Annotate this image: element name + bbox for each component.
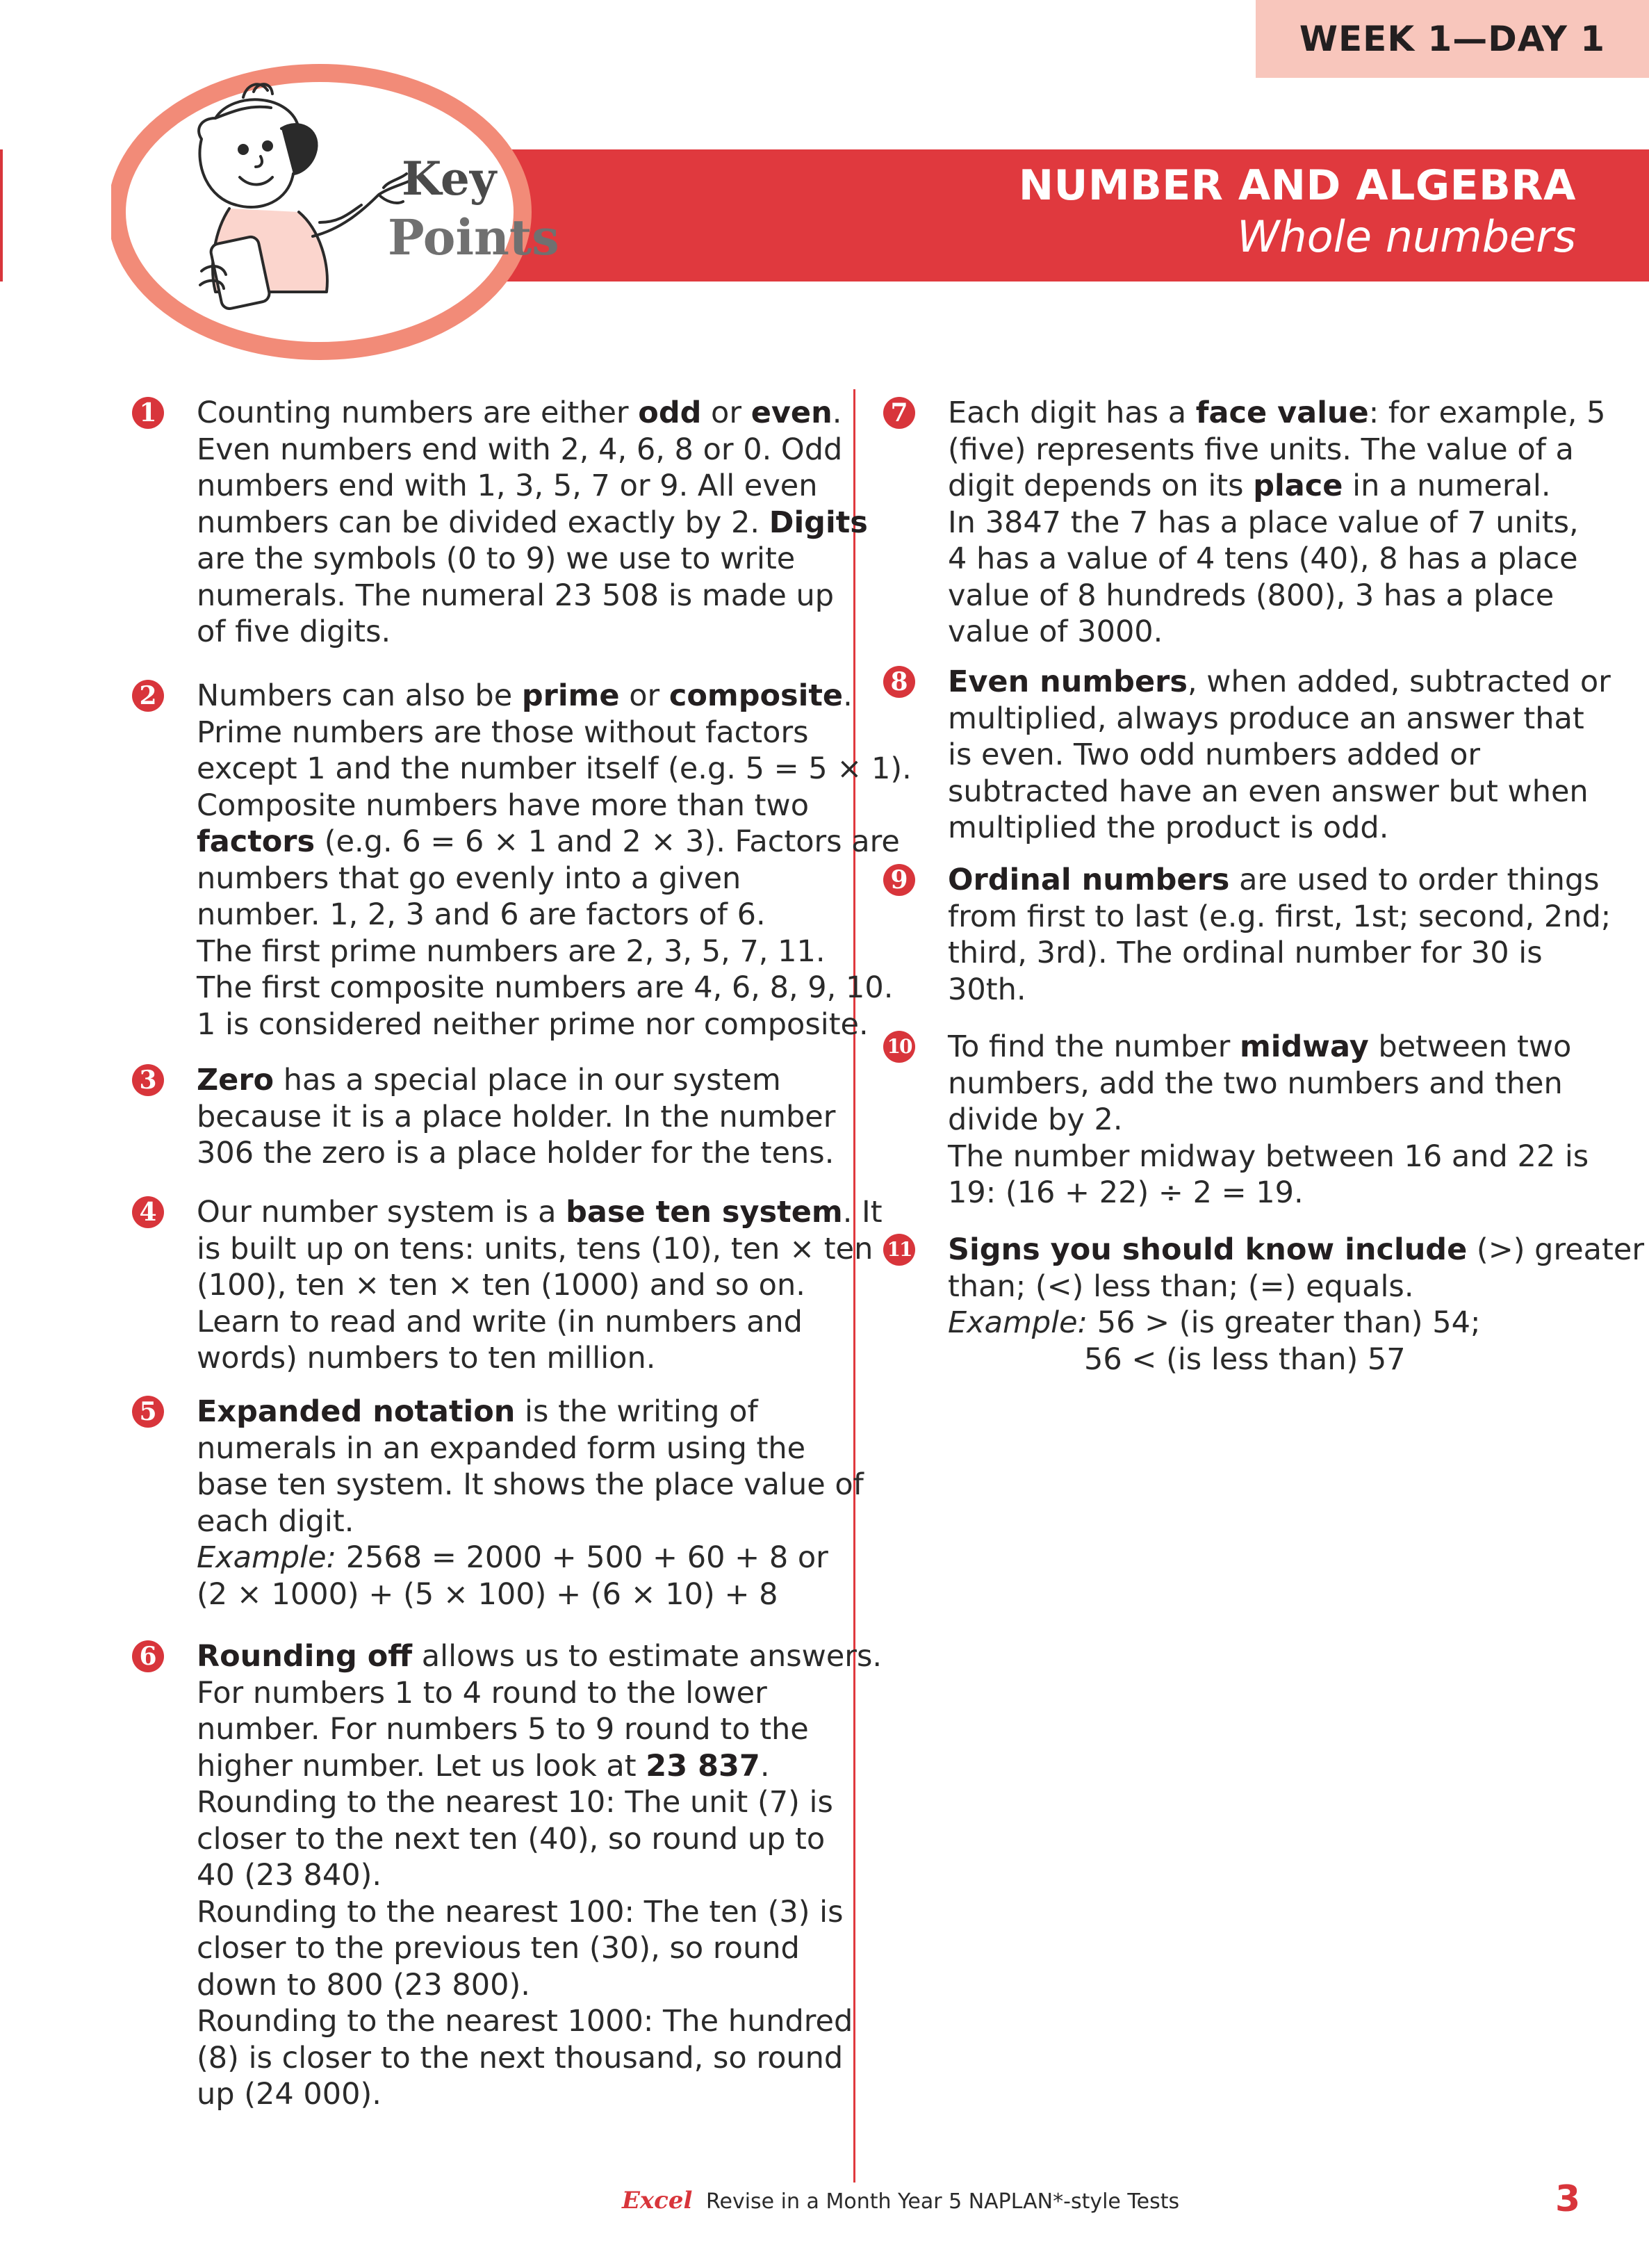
- text-run: Rounding to the nearest 100: The ten (3) is: [197, 1894, 844, 1930]
- key-point-line: [197, 715, 912, 751]
- text-run: For numbers 1 to 4 round to the lower: [197, 1675, 767, 1711]
- point-number-badge: 9: [883, 864, 915, 896]
- point-number-badge: 5: [132, 1396, 164, 1428]
- key-point-line: [948, 972, 1611, 1009]
- key-point-line: [197, 1394, 864, 1430]
- key-point-line: [197, 1675, 882, 1712]
- text-run: Learn to read and write (in numbers and: [197, 1304, 803, 1339]
- key-point-line: [197, 1503, 864, 1540]
- key-point-line: [197, 578, 868, 614]
- key-point-line: [197, 678, 912, 715]
- point-number-badge: 3: [132, 1064, 164, 1096]
- key-point-line: [197, 1784, 882, 1821]
- key-point-9: [948, 862, 1611, 1008]
- key-point-line: [948, 1066, 1589, 1102]
- text-run: . It: [842, 1195, 883, 1230]
- text-run: Digits: [769, 505, 868, 540]
- key-point-line: [197, 1857, 882, 1894]
- key-point-line: [197, 751, 912, 788]
- key-point-line: [197, 1194, 883, 1231]
- key-point-line: [948, 432, 1605, 468]
- text-run: numbers end with 1, 3, 5, 7 or 9. All even: [197, 468, 818, 503]
- text-run: closer to the next ten (40), so round up to: [197, 1821, 826, 1857]
- key-point-line: [948, 578, 1605, 614]
- key-point-line: [197, 1099, 835, 1136]
- text-run: number. 1, 2, 3 and 6 are factors of 6.: [197, 897, 766, 932]
- key-point-6: [197, 1638, 882, 2113]
- key-point-line: [197, 1135, 835, 1172]
- text-run: from first to last (e.g. first, 1st; second, 2nd;: [948, 899, 1611, 934]
- text-run: , when added, subtracted or: [1187, 664, 1611, 699]
- text-run: midway: [1239, 1029, 1369, 1064]
- key-point-line: [948, 1341, 1644, 1378]
- text-run: Zero: [197, 1063, 274, 1098]
- text-run: 2568 = 2000 + 500 + 60 + 8 or: [336, 1540, 828, 1575]
- text-run: down to 800 (23 800).: [197, 1967, 530, 2002]
- point-number-badge: 11: [883, 1234, 915, 1266]
- key-point-4: [197, 1194, 883, 1377]
- section-title: NUMBER AND ALGEBRA: [1018, 161, 1576, 210]
- text-run: Ordinal numbers: [948, 863, 1230, 897]
- key-point-5: [197, 1394, 864, 1613]
- point-number-badge: 1: [132, 397, 164, 429]
- key-point-line: [948, 774, 1611, 810]
- text-run: (8) is closer to the next thousand, so round: [197, 2040, 844, 2075]
- text-run: 56 < (is less than) 57: [1084, 1341, 1406, 1377]
- key-point-line: [197, 1267, 883, 1304]
- key-point-line: [948, 1175, 1589, 1211]
- text-run: than; (<) less than; (=) equals.: [948, 1268, 1414, 1304]
- text-run: 19: (16 + 22) ÷ 2 = 19.: [948, 1175, 1304, 1210]
- point-number-badge: 2: [132, 680, 164, 712]
- text-run: numerals. The numeral 23 508 is made up: [197, 578, 835, 613]
- text-run: value of 3000.: [948, 614, 1163, 649]
- key-point-line: [197, 1304, 883, 1341]
- key-point-line: [948, 862, 1611, 899]
- text-run: value of 8 hundreds (800), 3 has a place: [948, 578, 1554, 613]
- key-point-2: [197, 678, 912, 1043]
- text-run: Each digit has a: [948, 395, 1196, 430]
- text-run: allows us to estimate answers.: [412, 1639, 883, 1674]
- text-run: odd: [638, 395, 702, 430]
- key-point-line: [197, 1006, 912, 1043]
- text-run: Example:: [197, 1540, 337, 1575]
- text-run: is built up on tens: units, tens (10), ten × ten: [197, 1231, 873, 1266]
- text-run: 306 the zero is a place holder for the tens.: [197, 1136, 835, 1170]
- text-run: .: [760, 1748, 770, 1784]
- key-point-line: [197, 860, 912, 897]
- key-point-line: [197, 897, 912, 933]
- text-run: Rounding to the nearest 1000: The hundred: [197, 2004, 853, 2039]
- text-run: in a numeral.: [1343, 468, 1551, 503]
- key-point-line: [197, 1467, 864, 1503]
- key-point-line: [948, 737, 1611, 774]
- footer: [622, 2187, 1179, 2214]
- key-point-line: [948, 1029, 1589, 1066]
- point-number-badge: 8: [883, 666, 915, 698]
- logo-key-text: Key: [402, 152, 497, 206]
- text-run: The number midway between 16 and 22 is: [948, 1139, 1589, 1174]
- key-point-line: [197, 1638, 882, 1675]
- key-point-line: [197, 1540, 864, 1576]
- text-run: The first prime numbers are 2, 3, 5, 7, 11.: [197, 933, 826, 969]
- key-point-7: [948, 395, 1605, 651]
- key-point-line: [948, 1232, 1644, 1268]
- key-point-line: [948, 468, 1605, 505]
- text-run: has a special place in our system: [274, 1063, 781, 1098]
- text-run: closer to the previous ten (30), so round: [197, 1931, 800, 1966]
- key-point-11: [948, 1232, 1644, 1378]
- text-run: Numbers can also be: [197, 678, 522, 713]
- key-point-line: [948, 664, 1611, 701]
- text-run: are used to order things: [1229, 863, 1600, 897]
- text-run: Counting numbers are either: [197, 395, 639, 430]
- text-run: numerals in an expanded form using the: [197, 1430, 806, 1466]
- key-point-line: [948, 1102, 1589, 1139]
- key-point-3: [197, 1062, 835, 1172]
- key-point-line: [197, 1576, 864, 1613]
- text-run: Expanded notation: [197, 1394, 516, 1429]
- text-run: between two: [1368, 1029, 1572, 1064]
- text-run: numbers, add the two numbers and then: [948, 1066, 1563, 1101]
- key-point-line: [197, 1231, 883, 1268]
- text-run: place: [1253, 468, 1343, 503]
- key-point-line: [197, 1711, 882, 1748]
- key-point-line: [197, 1930, 882, 1967]
- text-run: 1 is considered neither prime nor composite.: [197, 1006, 869, 1042]
- text-run: because it is a place holder. In the number: [197, 1099, 836, 1134]
- text-run: Composite numbers have more than two: [197, 788, 809, 823]
- text-run: 56 > (is greater than) 54;: [1088, 1305, 1481, 1340]
- key-point-line: [197, 1821, 882, 1858]
- footer-text: Revise in a Month Year 5 NAPLAN*-style Tests: [705, 2189, 1180, 2214]
- text-run: subtracted have an even answer but when: [948, 774, 1589, 809]
- point-number-badge: 7: [883, 397, 915, 429]
- text-run: 23 837: [646, 1748, 760, 1784]
- text-run: (100), ten × ten × ten (1000) and so on.: [197, 1268, 805, 1303]
- text-run: multiplied the product is odd.: [948, 810, 1389, 845]
- text-run: base ten system. It shows the place value of: [197, 1467, 864, 1502]
- key-point-line: [197, 2040, 882, 2077]
- text-run: Even numbers end with 2, 4, 6, 8 or 0. Odd: [197, 432, 843, 467]
- key-point-line: [197, 505, 868, 541]
- text-run: .: [832, 395, 842, 430]
- text-run: higher number. Let us look at: [197, 1748, 646, 1784]
- week-day-label: WEEK 1—DAY 1: [1299, 19, 1606, 59]
- key-point-line: [197, 614, 868, 651]
- key-point-line: [197, 395, 868, 432]
- key-point-line: [197, 824, 912, 860]
- text-run: of five digits.: [197, 614, 391, 649]
- text-run: even: [750, 395, 832, 430]
- text-run: Example:: [948, 1305, 1088, 1340]
- text-run: (e.g. 6 = 6 × 1 and 2 × 3). Factors are: [315, 824, 900, 859]
- text-run: (>) greater: [1467, 1232, 1645, 1267]
- text-run: third, 3rd). The ordinal number for 30 is: [948, 936, 1543, 970]
- key-point-1: [197, 395, 868, 651]
- text-run: numbers can be divided exactly by 2.: [197, 505, 769, 540]
- key-point-line: [197, 933, 912, 970]
- key-point-line: [197, 1967, 882, 2004]
- text-run: Signs you should know include: [948, 1232, 1468, 1267]
- key-point-line: [948, 505, 1605, 541]
- key-point-line: [948, 541, 1605, 578]
- key-point-line: [948, 1305, 1644, 1341]
- text-run: up (24 000).: [197, 2077, 382, 2112]
- key-point-line: [197, 2003, 882, 2040]
- key-point-line: [948, 614, 1605, 651]
- key-point-10: [948, 1029, 1589, 1211]
- text-run: : for example, 5: [1368, 395, 1606, 430]
- key-point-line: [948, 899, 1611, 936]
- text-run: except 1 and the number itself (e.g. 5 = 5 × 1).: [197, 751, 912, 786]
- key-point-line: [197, 1748, 882, 1785]
- text-run: words) numbers to ten million.: [197, 1341, 656, 1376]
- key-point-line: [948, 395, 1605, 432]
- text-run: In 3847 the 7 has a place value of 7 units,: [948, 505, 1579, 540]
- key-point-line: [197, 1062, 835, 1099]
- key-point-line: [197, 788, 912, 824]
- page-number: 3: [1555, 2178, 1581, 2220]
- text-run: face value: [1195, 395, 1369, 430]
- week-day-tab: [1256, 0, 1649, 78]
- footer-brand: Excel: [622, 2187, 693, 2214]
- text-run: .: [843, 678, 853, 713]
- key-point-line: [197, 468, 868, 505]
- text-run: base ten system: [566, 1195, 843, 1230]
- text-run: digit depends on its: [948, 468, 1254, 503]
- point-number-badge: 6: [132, 1640, 164, 1672]
- text-run: Rounding off: [197, 1639, 413, 1674]
- key-point-8: [948, 664, 1611, 847]
- key-point-line: [197, 2076, 882, 2113]
- point-number-badge: 4: [132, 1196, 164, 1228]
- text-run: or: [701, 395, 751, 430]
- text-run: (five) represents five units. The value of a: [948, 432, 1574, 467]
- text-run: Our number system is a: [197, 1195, 566, 1230]
- text-run: numbers that go evenly into a given: [197, 860, 741, 896]
- text-run: Prime numbers are those without factors: [197, 715, 809, 750]
- text-run: composite: [668, 678, 844, 713]
- text-run: 4 has a value of 4 tens (40), 8 has a place: [948, 541, 1578, 576]
- text-run: is even. Two odd numbers added or: [948, 737, 1481, 772]
- point-number-badge: 10: [883, 1031, 915, 1063]
- key-point-line: [948, 1139, 1589, 1175]
- text-run: number. For numbers 5 to 9 round to the: [197, 1712, 809, 1747]
- text-run: prime: [521, 678, 620, 713]
- text-run: 40 (23 840).: [197, 1858, 382, 1893]
- text-run: Even numbers: [948, 664, 1188, 699]
- text-run: multiplied, always produce an answer that: [948, 701, 1584, 736]
- key-point-line: [197, 541, 868, 578]
- key-point-line: [948, 1268, 1644, 1305]
- text-run: or: [619, 678, 669, 713]
- text-run: each digit.: [197, 1503, 354, 1539]
- text-run: divide by 2.: [948, 1102, 1123, 1137]
- text-run: is the writing of: [515, 1394, 758, 1429]
- key-point-line: [197, 1340, 883, 1377]
- key-point-line: [197, 432, 868, 468]
- key-point-line: [948, 701, 1611, 737]
- left-edge-mark: [0, 149, 3, 282]
- text-run: factors: [197, 824, 315, 859]
- text-run: To find the number: [948, 1029, 1240, 1064]
- logo-points-text: Points: [388, 209, 559, 266]
- key-point-line: [948, 810, 1611, 847]
- text-run: 30th.: [948, 972, 1026, 1007]
- text-run: (2 × 1000) + (5 × 100) + (6 × 10) + 8: [197, 1576, 778, 1612]
- key-point-line: [197, 1894, 882, 1931]
- key-point-line: [948, 935, 1611, 972]
- text-run: The first composite numbers are 4, 6, 8, 9, 10.: [197, 970, 894, 1005]
- text-run: are the symbols (0 to 9) we use to write: [197, 541, 796, 576]
- section-subtitle: Whole numbers: [1237, 211, 1576, 262]
- text-run: Rounding to the nearest 10: The unit (7) is: [197, 1785, 833, 1820]
- key-point-line: [197, 1430, 864, 1467]
- key-point-line: [197, 970, 912, 1006]
